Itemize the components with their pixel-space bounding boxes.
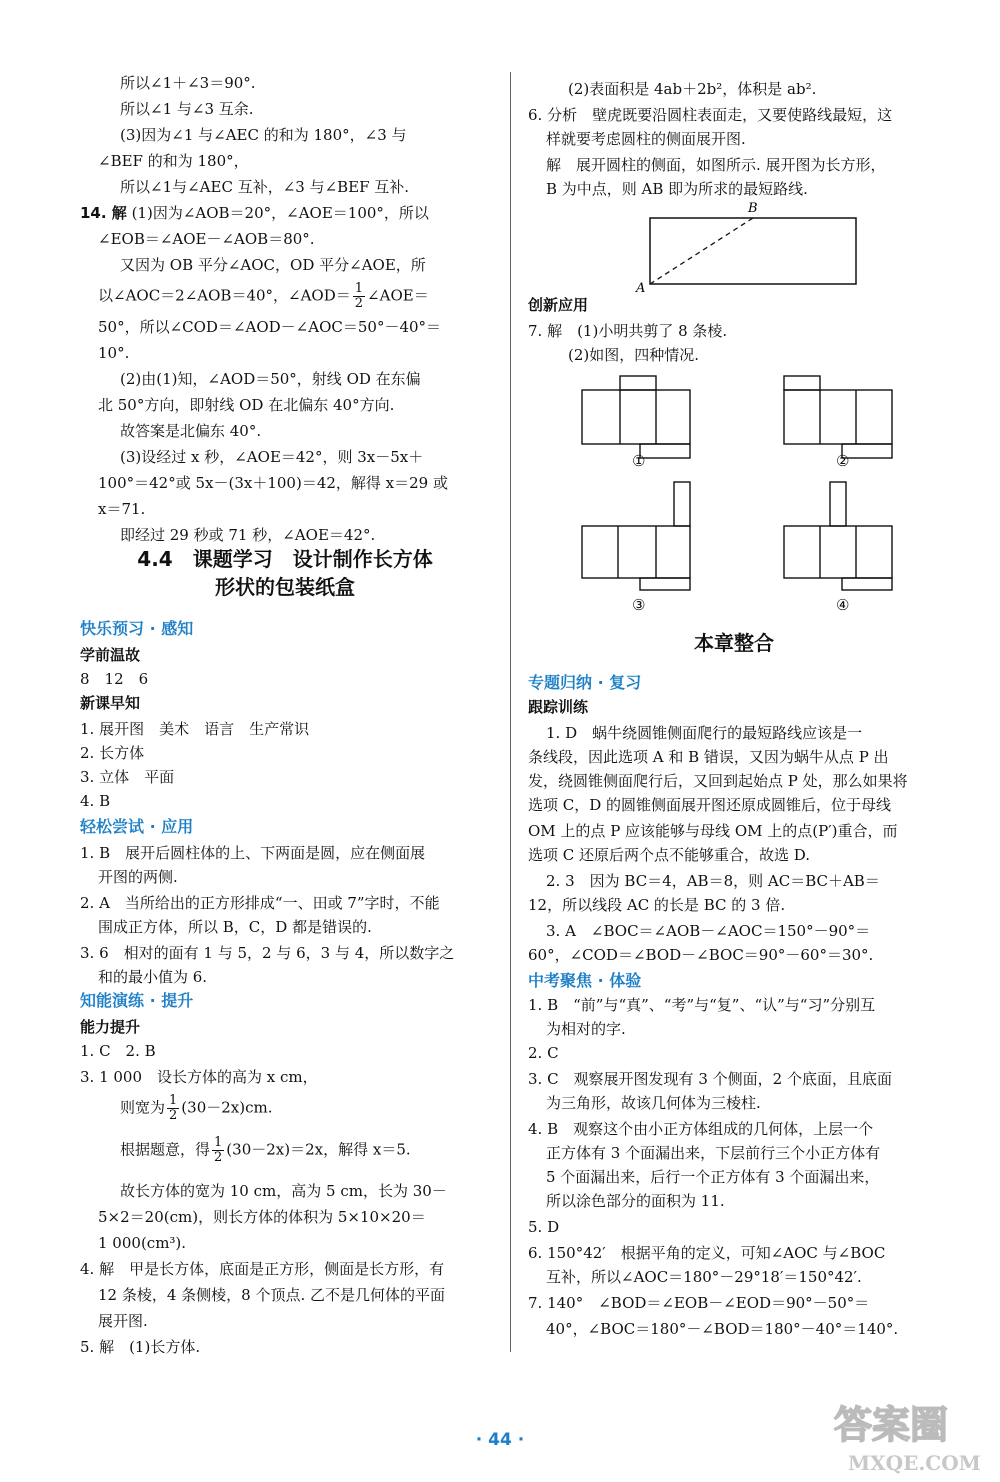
text-line: 3. A ∠BOC＝∠AOB－∠AOC＝150°－90°＝ — [546, 922, 871, 940]
text: 则宽为 — [120, 1098, 166, 1117]
box-net-3 — [578, 480, 698, 592]
text-line-fraction — [80, 1094, 490, 1123]
text-line: 2. 长方体 — [80, 744, 145, 762]
text-line: 发，绕圆锥侧面爬行后，又回到起始点 P 处，那么如果将 — [528, 772, 908, 790]
text-line: 选项 C 还原后两个点不能够重合，故选 D. — [528, 846, 811, 864]
section-heading: 轻松尝试 · 应用 — [80, 817, 194, 836]
text-line: 10°. — [98, 344, 130, 362]
text-line: 所以∠1 与∠3 互余. — [120, 100, 254, 118]
text: ∠AOE＝ — [367, 286, 429, 305]
text-line: 北 50°方向，即射线 OD 在北偏东 40°方向. — [98, 396, 395, 414]
svg-text:MXQE.COM: MXQE.COM — [848, 1451, 981, 1475]
text: 以∠AOC＝2∠AOB＝40°，∠AOD＝ — [98, 286, 351, 305]
text-line: 1. B 展开后圆柱体的上、下两面是圆，应在侧面展 — [80, 844, 426, 862]
text-line: ∠EOB＝∠AOE－∠AOB＝80°. — [98, 230, 315, 248]
subheading: 新课早知 — [80, 694, 141, 712]
text-line: 故长方体的宽为 10 cm，高为 5 cm，长为 30－ — [120, 1182, 447, 1200]
text-line: 100°＝42°或 5x－(3x＋100)＝42，解得 x＝29 或 — [98, 474, 448, 492]
text-line: 选项 C，D 的圆锥侧面展开图还原成圆锥后，位于母线 — [528, 796, 892, 814]
section-title: 形状的包装纸盒 — [215, 575, 355, 599]
text-line: 为相对的字. — [546, 1020, 626, 1038]
text-line: 条线段，因此选项 A 和 B 错误，又因为蜗牛从点 P 出 — [528, 748, 889, 766]
fraction — [353, 282, 365, 311]
text-line: 为三角形，故该几何体为三棱柱. — [546, 1094, 761, 1112]
point-label-b: B — [748, 201, 758, 216]
text-line: 3. 立体 平面 — [80, 768, 175, 786]
text-line: 样就要考虑圆柱的侧面展开图. — [546, 130, 746, 148]
text-line: 7. 140° ∠BOD＝∠EOB－∠EOD＝90°－50°＝ — [528, 1294, 870, 1312]
net-caption: ① — [632, 452, 646, 470]
section-title: 4.4 课题学习 设计制作长方体 — [137, 547, 433, 571]
text-line: 4. B 观察这个由小正方体组成的几何体，上层一个 — [528, 1120, 874, 1138]
column-divider — [510, 72, 511, 1352]
text-line: 即经过 29 秒或 71 秒，∠AOE＝42°. — [120, 526, 376, 544]
text: (30－2x)＝2x，解得 x＝5. — [226, 1140, 411, 1159]
text-line: 5. 解 (1)长方体. — [80, 1338, 201, 1356]
net-caption: ③ — [632, 596, 646, 614]
text-line: 5 个面漏出来，后行一个正方体有 3 个面漏出来， — [546, 1168, 880, 1186]
text-line: 50°，所以∠COD＝∠AOD－∠AOC＝50°－40°＝ — [98, 318, 442, 336]
text-line: B 为中点，则 AB 即为所求的最短路线. — [546, 180, 808, 198]
text-line: 4. B — [80, 792, 111, 810]
text-line: 40°，∠BOC＝180°－∠BOD＝180°－40°＝140°. — [546, 1320, 899, 1338]
text-line: (2)由(1)知，∠AOD＝50°，射线 OD 在东偏 — [120, 370, 421, 388]
text-line: 2. C — [528, 1044, 559, 1062]
subheading: 跟踪训练 — [528, 698, 589, 716]
text-line: 2. A 当所给出的正方形排成“一、田或 7”字时，不能 — [80, 894, 440, 912]
text-line: 1. C 2. B — [80, 1042, 156, 1060]
text-line: (1)因为∠AOB＝20°，∠AOE＝100°，所以 — [131, 204, 429, 222]
text-line: 解 展开圆柱的侧面，如图所示. 展开图为长方形， — [546, 156, 886, 174]
text-line: 8 12 6 — [80, 670, 149, 688]
page-number: · 44 · — [475, 1430, 525, 1450]
fraction — [167, 1094, 179, 1123]
text-line: 4. 解 甲是长方体，底面是正方形，侧面是长方形，有 — [80, 1260, 445, 1278]
fraction-numerator: 1 — [214, 1135, 223, 1150]
text-line: 所以涂色部分的面积为 11. — [546, 1192, 725, 1210]
text-line: 12，所以线段 AC 的长是 BC 的 3 倍. — [528, 896, 786, 914]
fraction-denominator: 2 — [214, 1150, 223, 1165]
text-line: 所以∠1与∠AEC 互补，∠3 与∠BEF 互补. — [120, 178, 410, 196]
fraction — [212, 1136, 224, 1165]
text-line: 5. D — [528, 1218, 560, 1236]
text-line-fraction — [80, 282, 490, 311]
text-line: 6. 150°42′ 根据平角的定义，可知∠AOC 与∠BOC — [528, 1244, 886, 1262]
text-line: 7. 解 (1)小明共剪了 8 条棱. — [528, 322, 728, 340]
text-line: 1. B “前”与“真”、“考”与“复”、“认”与“习”分别互 — [528, 996, 876, 1014]
text-line: 2. 3 因为 BC＝4，AB＝8，则 AC＝BC＋AB＝ — [546, 872, 880, 890]
fraction-denominator: 2 — [354, 296, 364, 311]
section-heading: 快乐预习 · 感知 — [80, 619, 194, 638]
fraction-numerator: 1 — [354, 281, 364, 296]
text-line: 开图的两侧. — [98, 868, 178, 886]
point-label-a: A — [636, 281, 646, 294]
cylinder-net-figure — [628, 198, 868, 294]
text-line: x＝71. — [98, 500, 146, 518]
text-line: 又因为 OB 平分∠AOC，OD 平分∠AOE，所 — [120, 256, 426, 274]
text-line: 所以∠1＋∠3＝90°. — [120, 74, 256, 92]
text-line: (3)设经过 x 秒，∠AOE＝42°，则 3x－5x＋ — [120, 448, 424, 466]
question-label: 14. 解 — [80, 204, 127, 222]
text-line: (2)表面积是 4ab＋2b²，体积是 ab². — [568, 80, 817, 98]
section-heading: 专题归纳 · 复习 — [528, 673, 642, 692]
text-line-fraction — [80, 1136, 490, 1165]
text-line: 12 条棱，4 条侧棱，8 个顶点. 乙不是几何体的平面 — [98, 1286, 446, 1304]
text-line: 1. 展开图 美术 语言 生产常识 — [80, 720, 310, 738]
svg-text:答案圈: 答案圈 — [834, 1402, 949, 1447]
text-line: 3. 1 000 设长方体的高为 x cm， — [80, 1068, 318, 1086]
section-heading: 知能演练 · 提升 — [80, 991, 194, 1010]
text-line: 6. 分析 壁虎既要沿圆柱表面走，又要使路线最短，这 — [528, 106, 893, 124]
watermark-logo — [830, 1392, 990, 1476]
net-caption: ④ — [836, 596, 850, 614]
fraction-denominator: 2 — [169, 1108, 178, 1123]
question-14 — [80, 202, 490, 224]
text: (30－2x)cm. — [181, 1098, 273, 1117]
chapter-summary-title: 本章整合 — [694, 631, 774, 655]
section-heading: 中考聚焦 · 体验 — [528, 971, 642, 990]
subheading: 学前温故 — [80, 646, 141, 664]
subheading: 能力提升 — [80, 1018, 141, 1036]
text-line: 60°，∠COD＝∠BOD－∠BOC＝90°－60°＝30°. — [528, 946, 874, 964]
text: 根据题意，得 — [120, 1140, 211, 1159]
text-line: 互补，所以∠AOC＝180°－29°18′＝150°42′. — [546, 1268, 862, 1286]
text-line: (3)因为∠1 与∠AEC 的和为 180°，∠3 与 — [120, 126, 407, 144]
text-line: 和的最小值为 6. — [98, 968, 208, 986]
text-line: 3. 6 相对的面有 1 与 5，2 与 6，3 与 4，所以数字之 — [80, 944, 455, 962]
text-line: 1 000(cm³). — [98, 1234, 187, 1252]
box-net-4 — [780, 480, 900, 592]
text-line: 故答案是北偏东 40°. — [120, 422, 262, 440]
text-line: 5×2＝20(cm)，则长方体的体积为 5×10×20＝ — [98, 1208, 426, 1226]
text-line: 展开图. — [98, 1312, 148, 1330]
text-line: 围成正方体，所以 B，C，D 都是错误的. — [98, 918, 372, 936]
fraction-numerator: 1 — [169, 1093, 178, 1108]
text-line: ∠BEF 的和为 180°， — [98, 152, 249, 170]
text-line: 1. D 蜗牛绕圆锥侧面爬行的最短路线应该是一 — [546, 724, 863, 742]
text-line: (2)如图，四种情况. — [568, 346, 700, 364]
text-line: 3. C 观察展开图发现有 3 个侧面，2 个底面，且底面 — [528, 1070, 892, 1088]
subheading: 创新应用 — [528, 296, 589, 314]
text-line: OM 上的点 P 应该能够与母线 OM 上的点(P′)重合，而 — [528, 822, 898, 840]
net-caption: ② — [836, 452, 850, 470]
shortest-path-line — [650, 218, 753, 284]
text-line: 正方体有 3 个面漏出来，下层前行三个小正方体有 — [546, 1144, 881, 1162]
net-rectangle — [650, 218, 856, 284]
